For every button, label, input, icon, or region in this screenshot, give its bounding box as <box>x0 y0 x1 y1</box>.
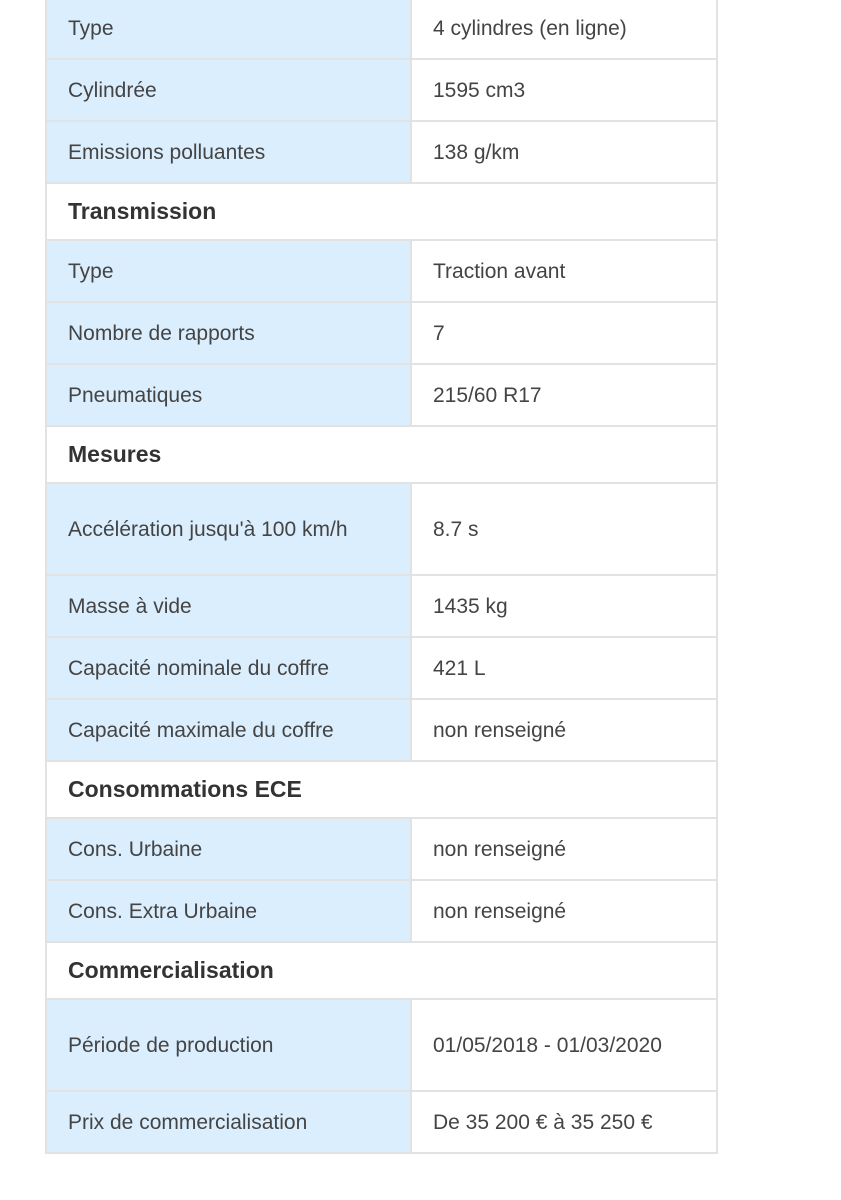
spec-value: 1595 cm3 <box>411 59 717 121</box>
section-title-consommations: Consommations ECE <box>46 761 717 818</box>
spec-label: Type <box>46 240 411 302</box>
spec-label: Type <box>46 0 411 59</box>
spec-row <box>46 575 717 637</box>
spec-label: Capacité nominale du coffre <box>46 637 411 699</box>
spec-value: De 35 200 € à 35 250 € <box>411 1091 717 1153</box>
spec-label: Cons. Urbaine <box>46 818 411 880</box>
spec-value: non renseigné <box>411 818 717 880</box>
spec-row <box>46 483 717 575</box>
spec-label: Accélération jusqu'à 100 km/h <box>46 483 411 575</box>
spec-row <box>46 59 717 121</box>
spec-label: Cons. Extra Urbaine <box>46 880 411 942</box>
spec-value: 421 L <box>411 637 717 699</box>
section-title-commercialisation: Commercialisation <box>46 942 717 999</box>
spec-row <box>46 1091 717 1153</box>
spec-row <box>46 0 717 59</box>
spec-value: 215/60 R17 <box>411 364 717 426</box>
spec-label: Période de production <box>46 999 411 1091</box>
spec-value: non renseigné <box>411 880 717 942</box>
spec-row <box>46 699 717 761</box>
spec-value: 01/05/2018 - 01/03/2020 <box>411 999 717 1091</box>
spec-label: Pneumatiques <box>46 364 411 426</box>
spec-row <box>46 121 717 183</box>
spec-label: Cylindrée <box>46 59 411 121</box>
spec-value: 7 <box>411 302 717 364</box>
spec-value: non renseigné <box>411 699 717 761</box>
section-title-transmission: Transmission <box>46 183 717 240</box>
spec-label: Capacité maximale du coffre <box>46 699 411 761</box>
section-header <box>46 183 717 240</box>
spec-row <box>46 637 717 699</box>
section-header <box>46 426 717 483</box>
spec-row <box>46 302 717 364</box>
spec-value: 1435 kg <box>411 575 717 637</box>
spec-row <box>46 999 717 1091</box>
spec-row <box>46 240 717 302</box>
spec-row <box>46 364 717 426</box>
section-title-mesures: Mesures <box>46 426 717 483</box>
spec-label: Prix de commercialisation <box>46 1091 411 1153</box>
section-header <box>46 761 717 818</box>
section-header <box>46 942 717 999</box>
spec-row <box>46 818 717 880</box>
spec-label: Emissions polluantes <box>46 121 411 183</box>
spec-value: Traction avant <box>411 240 717 302</box>
spec-value: 138 g/km <box>411 121 717 183</box>
spec-value: 4 cylindres (en ligne) <box>411 0 717 59</box>
spec-label: Nombre de rapports <box>46 302 411 364</box>
spec-label: Masse à vide <box>46 575 411 637</box>
spec-row <box>46 880 717 942</box>
spec-table <box>45 0 718 1154</box>
spec-value: 8.7 s <box>411 483 717 575</box>
